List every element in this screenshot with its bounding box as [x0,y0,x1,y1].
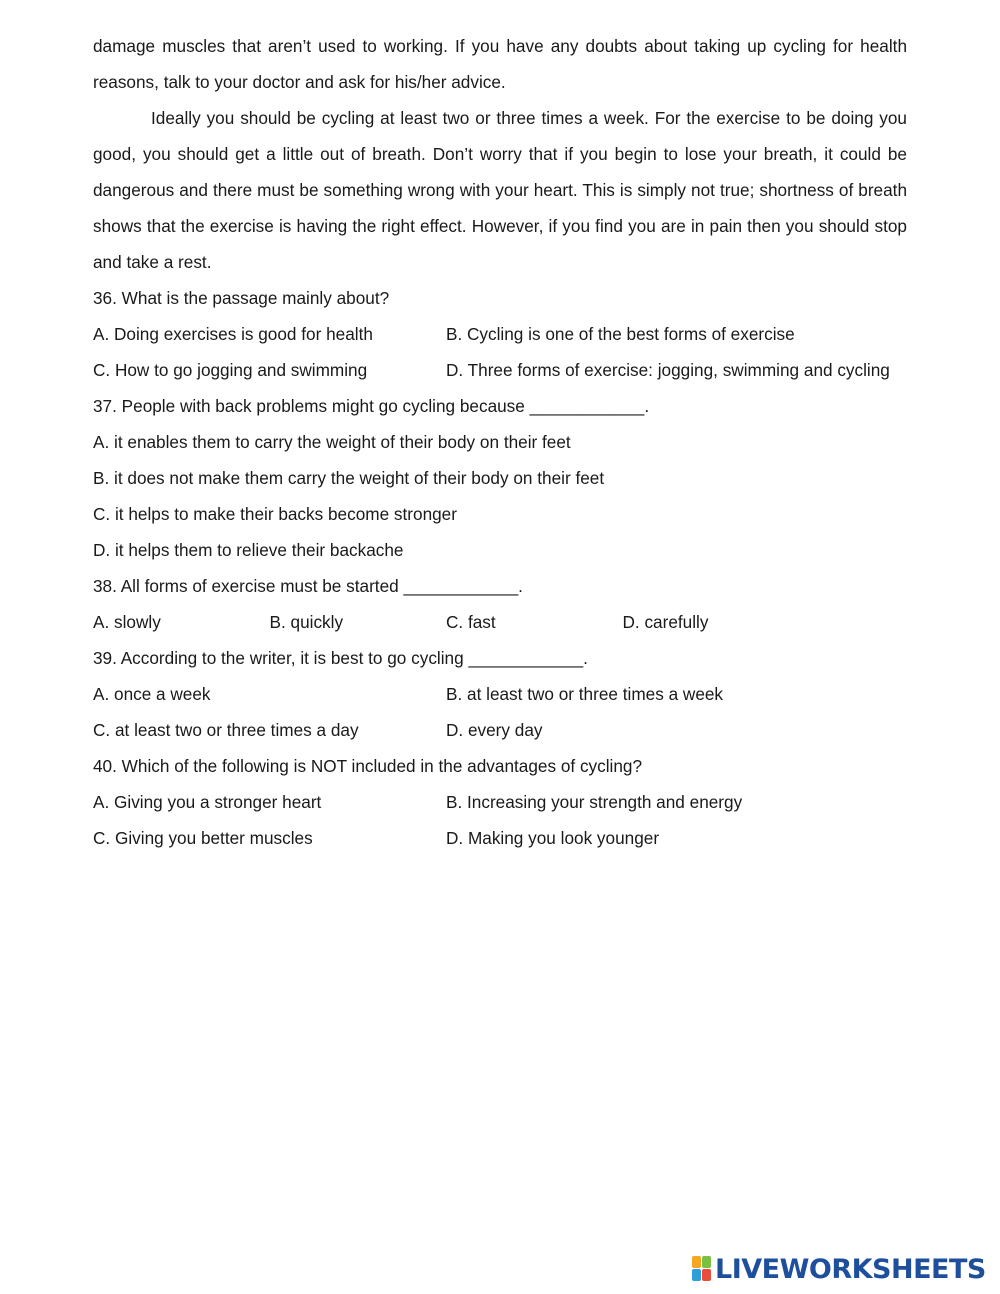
question-37-option-a[interactable]: A. it enables them to carry the weight of their body on their feet [93,432,571,452]
question-37-option-c[interactable]: C. it helps to make their backs become stronger [93,504,457,524]
question-40-option-c[interactable]: C. Giving you better muscles [93,828,313,848]
question-39-stem: 39. According to the writer, it is best to go cycling ____________. [93,648,588,668]
question-37-stem: 37. People with back problems might go cycling because ____________. [93,396,650,416]
liveworksheets-logo[interactable] [692,1252,986,1286]
liveworksheets-logo-icon [692,1256,712,1282]
worksheet-page [93,28,907,856]
question-38-option-b[interactable]: B. quickly [269,612,344,632]
question-38-option-a[interactable]: A. slowly [93,612,161,632]
liveworksheets-logo-text: LIVEWORKSHEETS [715,1253,986,1285]
question-40-option-a[interactable]: A. Giving you a stronger heart [93,792,322,812]
question-40-stem: 40. Which of the following is NOT included in the advantages of cycling? [93,756,643,776]
passage-paragraph-2: Ideally you should be cycling at least two or three times a week. For the exercise to be doing you good, you should get a little out of breath. Don’t worry that if you begin to lose your breath, it could be dangerous and there must be something wrong with your heart. This is simply not true; shortness of breath shows that the exercise is having the right effect. However, if you find you are in pain then you should stop and take a rest. [93,108,907,272]
question-36-options-row-2 [93,352,907,388]
question-36-options-row-1 [93,316,907,352]
question-39-options-row-2 [93,712,907,748]
question-36-option-a[interactable]: A. Doing exercises is good for health [93,324,373,344]
question-40-options-row-1 [93,784,907,820]
question-38-option-d[interactable]: D. carefully [622,612,709,632]
question-40-option-b[interactable]: B. Increasing your strength and energy [446,792,743,812]
question-38-stem: 38. All forms of exercise must be started ____________. [93,576,523,596]
question-38-options-row [93,604,907,640]
question-38-option-c[interactable]: C. fast [446,612,496,632]
question-39-option-d[interactable]: D. every day [446,720,543,740]
question-36-option-d[interactable]: D. Three forms of exercise: jogging, swimming and cycling [446,360,890,380]
question-39-option-a[interactable]: A. once a week [93,684,211,704]
question-39-option-c[interactable]: C. at least two or three times a day [93,720,359,740]
question-36-option-b[interactable]: B. Cycling is one of the best forms of exercise [446,324,795,344]
question-36-stem: 36. What is the passage mainly about? [93,288,390,308]
question-37-option-d[interactable]: D. it helps them to relieve their backache [93,540,404,560]
question-40-option-d[interactable]: D. Making you look younger [446,828,660,848]
passage-paragraph-1: damage muscles that aren’t used to working. If you have any doubts about taking up cycling for health reasons, talk to your doctor and ask for his/her advice. [93,36,907,92]
question-36-option-c[interactable]: C. How to go jogging and swimming [93,360,368,380]
question-39-option-b[interactable]: B. at least two or three times a week [446,684,724,704]
question-39-options-row-1 [93,676,907,712]
question-40-options-row-2 [93,820,907,856]
question-37-option-b[interactable]: B. it does not make them carry the weight of their body on their feet [93,468,605,488]
